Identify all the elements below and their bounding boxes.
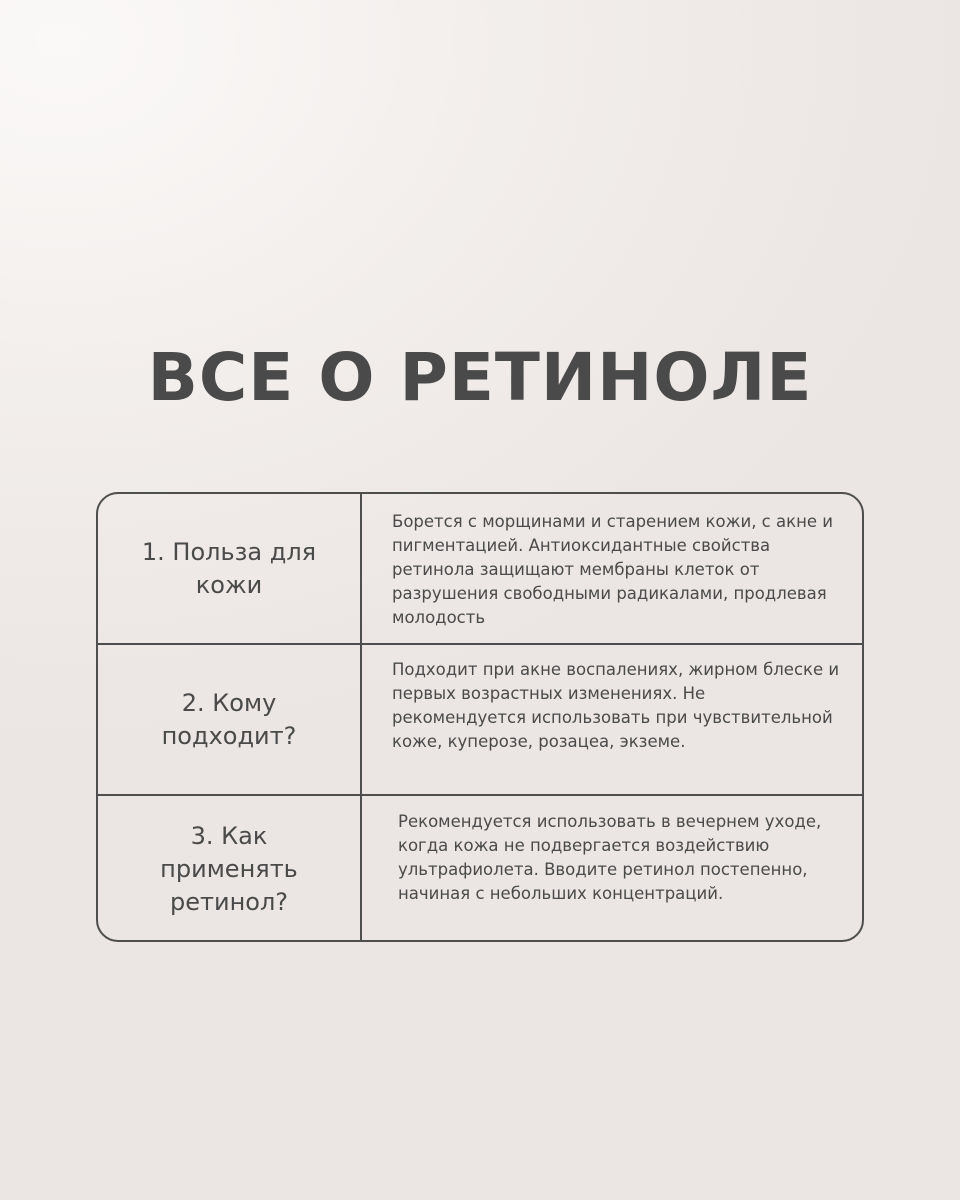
row-description: Борется с морщинами и старением кожи, с акне и пигментацией. Антиоксидантные свойства ретинола защищают мембраны клеток от разрушения свободными радикалами, продлевая молодость (392, 512, 833, 627)
table-row (98, 794, 862, 942)
row-heading (98, 796, 362, 942)
row-heading-text: 1. Польза для кожи (141, 537, 317, 599)
row-heading-text: 3. Как применять ретинол? (160, 821, 298, 916)
info-table (96, 492, 864, 942)
table-row (98, 494, 862, 643)
row-heading (98, 645, 362, 795)
row-heading (98, 494, 362, 643)
row-description: Подходит при акне воспалениях, жирном блеске и первых возрастных изменениях. Не рекомендуется использовать при чувствительной коже, куперозе, розацеа, экземе. (392, 660, 840, 751)
row-heading-text: 2. Кому подходит? (161, 689, 297, 750)
row-description: Рекомендуется использовать в вечернем уходе, когда кожа не подвергается воздействию ультрафиолета. Вводите ретинол постепенно, начиная с небольших концентраций. (398, 812, 822, 903)
table-row (98, 643, 862, 795)
page-title: ВСЕ О РЕТИНОЛЕ (147, 339, 813, 416)
